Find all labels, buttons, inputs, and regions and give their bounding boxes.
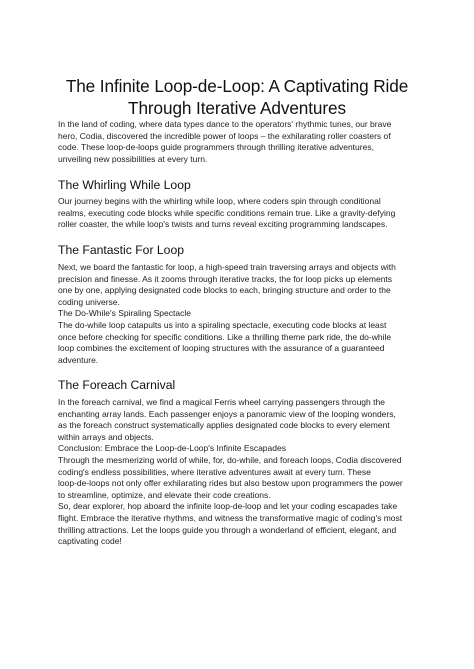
text-line: In the foreach carnival, we find a magical Ferris wheel carrying passengers through the	[58, 397, 385, 407]
text-line: Our journey begins with the whirling while loop, where coders spin through conditional	[58, 196, 381, 206]
text-line: flight. Embrace the iterative rhythms, and witness the transformative magic of coding's most	[58, 512, 403, 523]
text-line: enchanting array lands. Each passenger enjoys a panoramic view of the looping wonders,	[58, 408, 396, 419]
text-line: unveiling new possibilities at every turn.	[58, 153, 208, 164]
section-body-for-loop	[58, 262, 424, 366]
text-line: coding universe.	[58, 296, 120, 307]
section-heading-foreach-carnival: The Foreach Carnival	[58, 378, 176, 392]
text-line: realms, executing code blocks while specific conditions remain true. Like a gravity-defying	[58, 207, 396, 218]
section-heading-for-loop: The Fantastic For Loop	[58, 243, 184, 257]
text-line: The do-while loop catapults us into a spiraling spectacle, executing code blocks at least	[58, 319, 387, 330]
text-line: within arrays and objects.	[58, 431, 154, 442]
text-line: to streamline, optimize, and elevate their code creations.	[58, 489, 271, 500]
text-line: roller coaster, the while loop's twists and turns reveal exciting programming landscapes.	[58, 219, 388, 230]
text-line: So, dear explorer, hop aboard the infinite loop-de-loop and let your coding escapades take	[58, 501, 398, 512]
text-line: adventure.	[58, 354, 99, 365]
section-heading-while-loop: The Whirling While Loop	[58, 178, 191, 192]
text-line: In the land of coding, where data types dance to the operators' rhythmic tunes, our brave	[58, 119, 392, 129]
text-line: code. These loop-de-loops guide programmers through thrilling iterative adventures,	[58, 142, 374, 153]
section-body-while-loop	[58, 196, 424, 231]
title-line: The Infinite Loop-de-Loop: A Captivating Ride	[65, 76, 409, 96]
section-body-foreach-carnival	[58, 397, 424, 548]
text-line: Conclusion: Embrace the Loop-de-Loop's Infinite Escapades	[58, 443, 286, 454]
text-line: one by one, applying designated code blocks to each, bringing structure and order to the	[58, 285, 391, 296]
text-line: hero, Codia, discovered the incredible power of loops – the exhilarating roller coasters of	[58, 130, 391, 141]
document-title	[40, 75, 434, 119]
text-line: coding's endless possibilities, where iterative adventures await at every turn. These	[58, 466, 371, 477]
text-line: as the foreach construct systematically applies designated code blocks to every element	[58, 420, 390, 431]
text-line: precision and finesse. As it zooms through iterative tracks, the for loop picks up elements	[58, 273, 393, 284]
text-line: captivating code!	[58, 536, 122, 547]
title-line: Through Iterative Adventures	[128, 98, 346, 118]
text-line: loop combines the excitement of looping structures with the assurance of a guaranteed	[58, 343, 385, 354]
text-line: Through the mesmerizing world of while, for, do-while, and foreach loops, Codia discovered	[58, 454, 402, 465]
text-line: The Do-While's Spiraling Spectacle	[58, 308, 191, 319]
text-line: once before checking for specific conditions. Like a thrilling theme park ride, the do-while	[58, 331, 392, 342]
intro-paragraph	[58, 119, 424, 165]
text-line: loop-de-loops not only offer exhilarating rides but also bestow upon programmers the power	[58, 478, 403, 489]
text-line: thrilling attractions. Let the loops guide you through a wonderland of efficient, elegant, and	[58, 524, 397, 535]
text-line: Next, we board the fantastic for loop, a high-speed train traversing arrays and objects with	[58, 262, 396, 272]
